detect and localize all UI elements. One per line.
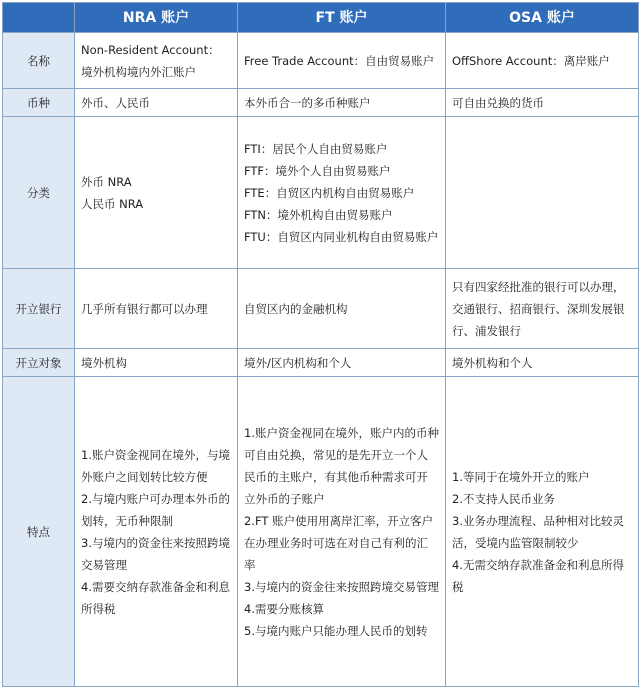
feature-osa-item: 2.不支持人民币业务 [452,491,555,506]
feature-nra-item: 2.与境内账户可办理本外币的划转，无币种限制 [81,491,230,528]
category-nra-line: 人民币 NRA [81,196,144,211]
feature-ft-item: 2.FT 账户使用用离岸汇率，开立客户在办理业务时可选在对自己有利的汇率 [244,513,434,572]
row-target [3,349,639,377]
row-label-bank: 开立银行 [3,269,75,349]
feature-ft-item: 4.需要分账核算 [244,601,324,616]
category-ft-line: FTE：自贸区内机构自由贸易账户 [244,185,415,200]
account-comparison-table [2,2,639,687]
cell-name-osa: OffShore Account：离岸账户 [446,33,639,89]
feature-osa-item: 4.无需交纳存款准备金和利息所得税 [452,557,624,594]
cell-target-ft: 境外/区内机构和个人 [238,349,446,377]
cell-currency-ft: 本外币合一的多币种账户 [238,89,446,117]
cell-category-ft [238,117,446,269]
row-label-currency: 币种 [3,89,75,117]
category-ft-line: FTI：居民个人自由贸易账户 [244,141,388,156]
row-currency [3,89,639,117]
row-bank [3,269,639,349]
cell-features-ft [238,377,446,687]
feature-osa-item: 1.等同于在境外开立的账户 [452,469,590,484]
feature-osa-item: 3.业务办理流程、品种相对比较灵活，受境内监管限制较少 [452,513,624,550]
row-features [3,377,639,687]
cell-bank-osa: 只有四家经批准的银行可以办理，交通银行、招商银行、深圳发展银行、浦发银行 [446,269,639,349]
cell-category-osa [446,117,639,269]
header-nra: NRA 账户 [75,3,238,33]
cell-bank-ft: 自贸区内的金融机构 [238,269,446,349]
row-label-features: 特点 [3,377,75,687]
header-ft: FT 账户 [238,3,446,33]
category-ft-line: FTF：境外个人自由贸易账户 [244,163,391,178]
cell-currency-osa: 可自由兑换的货币 [446,89,639,117]
cell-currency-nra: 外币、人民币 [75,89,238,117]
row-label-category: 分类 [3,117,75,269]
cell-features-osa [446,377,639,687]
cell-target-nra: 境外机构 [75,349,238,377]
header-row [3,3,639,33]
row-category [3,117,639,269]
row-name [3,33,639,89]
cell-bank-nra: 几乎所有银行都可以办理 [75,269,238,349]
row-label-target: 开立对象 [3,349,75,377]
cell-name-ft: Free Trade Account：自由贸易账户 [238,33,446,89]
category-nra-line: 外币 NRA [81,174,132,189]
feature-nra-item: 3.与境内的资金往来按照跨境交易管理 [81,535,230,572]
feature-nra-item: 4.需要交纳存款准备金和利息所得税 [81,579,230,616]
category-ft-line: FTU：自贸区内同业机构自由贸易账户 [244,229,439,244]
category-ft-line: FTN：境外机构自由贸易账户 [244,207,393,222]
feature-ft-item: 5.与境内账户只能办理人民币的划转 [244,623,428,638]
header-osa: OSA 账户 [446,3,639,33]
header-corner [3,3,75,33]
row-label-name: 名称 [3,33,75,89]
feature-ft-item: 1.账户资金视同在境外，账户内的币种可自由兑换，常见的是先开立一个人民币的主账户，有其他币种需求可开立外币的子账户 [244,425,439,506]
feature-ft-item: 3.与境内的资金往来按照跨境交易管理 [244,579,439,594]
cell-category-nra [75,117,238,269]
cell-features-nra [75,377,238,687]
cell-target-osa: 境外机构和个人 [446,349,639,377]
cell-name-nra: Non-Resident Account：境外机构境内外汇账户 [75,33,238,89]
feature-nra-item: 1.账户资金视同在境外，与境外账户之间划转比较方便 [81,447,230,484]
